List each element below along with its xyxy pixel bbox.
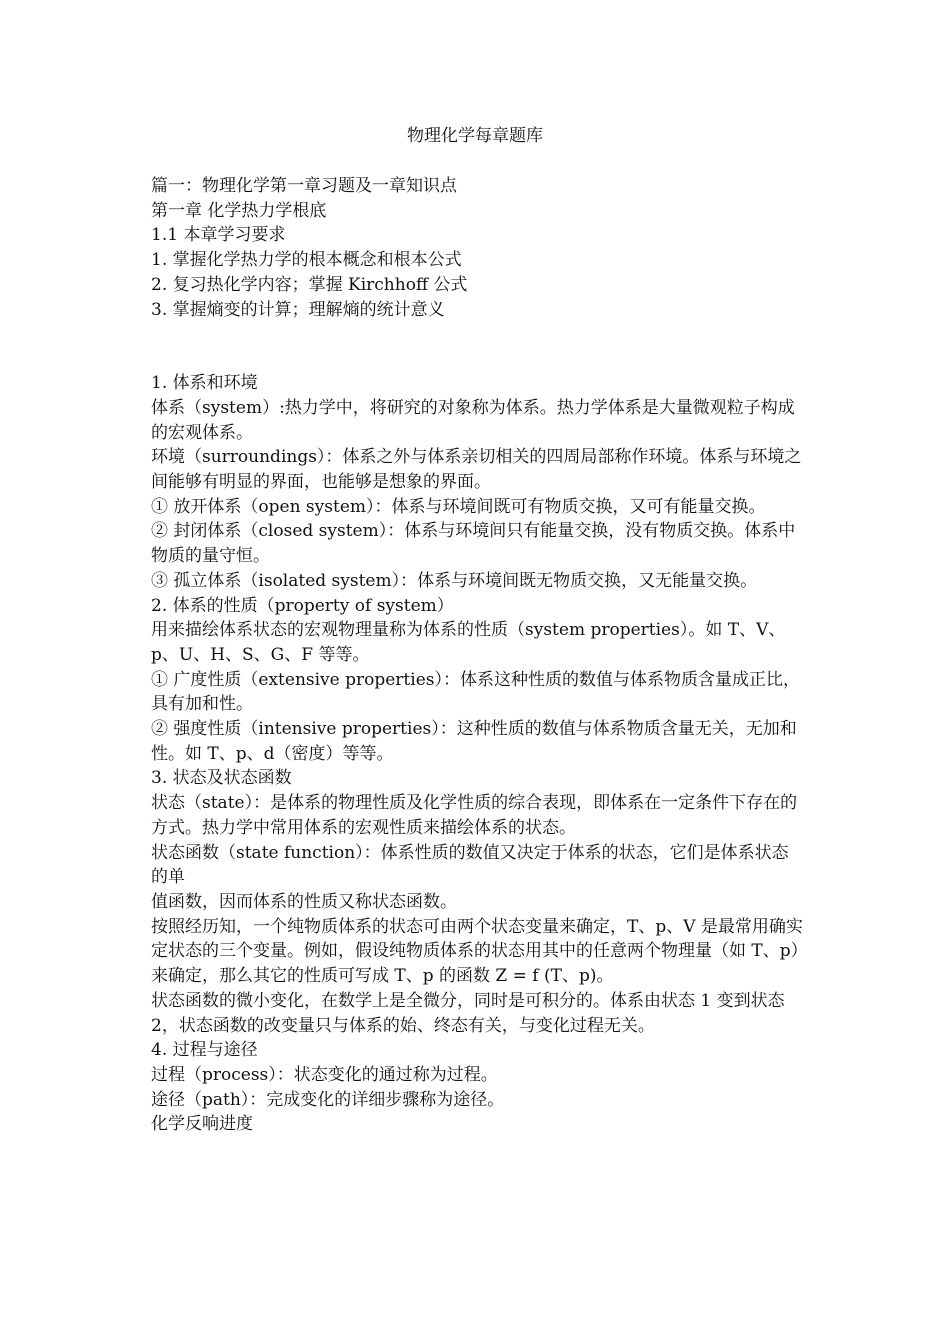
list-item: ① 广度性质（extensive properties）：体系这种性质的数值与体系物质含量成正比，具有加和性。 xyxy=(151,669,800,715)
paragraph: 状态函数（state function）：体系性质的数值又决定于体系的状态，它们是体系状态的单 xyxy=(151,842,789,888)
document-content xyxy=(151,174,803,1137)
requirement-item: 2. 复习热化学内容；掌握 Kirchhoff 公式 xyxy=(151,274,468,295)
paragraph: 状态函数的微小变化，在数学上是全微分，同时是可积分的。体系由状态 1 变到状态 2，状态函数的改变量只与体系的始、终态有关，与变化过程无关。 xyxy=(151,990,785,1036)
paragraph: 状态（state）：是体系的物理性质及化学性质的综合表现，即体系在一定条件下存在的方式。热力学中常用体系的宏观性质来描绘体系的状态。 xyxy=(151,793,798,838)
requirement-item: 1. 掌握化学热力学的根本概念和根本公式 xyxy=(151,250,462,271)
list-item: ② 强度性质（intensive properties）：这种性质的数值与体系物质含量无关，无加和性。如 T、p、d（密度）等等。 xyxy=(151,719,797,764)
paragraph: 按照经历知，一个纯物质体系的状态可由两个状态变量来确定，T、p、V 是最常用确实定状态的三个变量。例如，假设纯物质体系的状态用其中的任意两个物理量（如 T、p）来确定，那么其它的性质可写成 T、p 的函数 Z = f (T、p)。 xyxy=(151,916,803,987)
paragraph: 体系（system）:热力学中，将研究的对象称为体系。热力学体系是大量微观粒子构成的宏观体系。 xyxy=(151,397,795,443)
paragraph: 化学反响进度 xyxy=(151,1114,253,1135)
document-title: 物理化学每章题库 xyxy=(407,126,543,146)
paragraph: 过程（process）：状态变化的通过称为过程。 xyxy=(151,1064,498,1085)
topic-heading: 2. 体系的性质（property of system） xyxy=(151,595,454,616)
paragraph: 篇一：物理化学第一章习题及一章知识点 xyxy=(151,176,457,196)
list-item: ③ 孤立体系（isolated system）：体系与环境间既无物质交换，又无能量交换。 xyxy=(151,570,758,591)
topic-heading: 4. 过程与途径 xyxy=(151,1040,258,1061)
chapter-heading: 第一章 化学热力学根底 xyxy=(151,200,327,221)
requirement-item: 3. 掌握熵变的计算；理解熵的统计意义 xyxy=(151,299,445,320)
topic-heading: 3. 状态及状态函数 xyxy=(151,768,292,789)
paragraph: 值函数，因而体系的性质又称状态函数。 xyxy=(151,891,457,912)
blank-gap xyxy=(151,322,803,371)
paragraph: 用来描绘体系状态的宏观物理量称为体系的性质（system properties）。如 T、V、p、U、H、S、G、F 等等。 xyxy=(151,620,786,665)
list-item: ① 放开体系（open system）：体系与环境间既可有物质交换，又可有能量交换。 xyxy=(151,496,766,517)
section-heading: 1.1 本章学习要求 xyxy=(151,225,286,246)
topic-heading: 1. 体系和环境 xyxy=(151,373,258,394)
paragraph: 环境（surroundings）：体系之外与体系亲切相关的四周局部称作环境。体系与环境之间能够有明显的界面，也能够是想象的界面。 xyxy=(151,447,802,493)
paragraph: 途径（path）：完成变化的详细步骤称为途径。 xyxy=(151,1089,505,1110)
list-item: ② 封闭体系（closed system）：体系与环境间只有能量交换，没有物质交换。体系中物质的量守恒。 xyxy=(151,521,796,567)
